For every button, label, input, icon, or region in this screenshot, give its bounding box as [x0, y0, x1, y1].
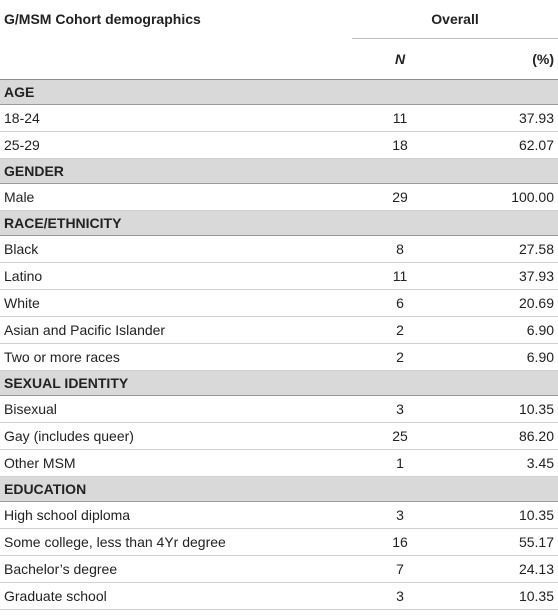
row-label: High school diploma — [0, 502, 352, 529]
row-percent: 62.07 — [448, 132, 558, 159]
section-header-row — [0, 477, 558, 502]
row-percent: 27.58 — [448, 236, 558, 263]
row-percent: 6.90 — [448, 317, 558, 344]
row-percent: 37.93 — [448, 105, 558, 132]
row-count: 8 — [352, 236, 448, 263]
table-row — [0, 105, 558, 132]
row-percent: 10.35 — [448, 502, 558, 529]
table-row — [0, 317, 558, 344]
header-spacer — [0, 39, 352, 80]
row-label: Latino — [0, 263, 352, 290]
row-count: 11 — [352, 263, 448, 290]
section-title: AGE — [0, 80, 558, 105]
row-label: 25-29 — [0, 132, 352, 159]
row-label: Male — [0, 184, 352, 211]
row-percent: 10.35 — [448, 396, 558, 423]
table-row — [0, 556, 558, 583]
header-row-2 — [0, 39, 558, 80]
table-row — [0, 502, 558, 529]
section-header-row — [0, 80, 558, 105]
row-count: 2 — [352, 344, 448, 371]
row-label: Black — [0, 236, 352, 263]
row-percent: 55.17 — [448, 529, 558, 556]
table-row — [0, 290, 558, 317]
row-percent: 100.00 — [448, 184, 558, 211]
row-percent: 10.35 — [448, 583, 558, 610]
section-title: SEXUAL IDENTITY — [0, 371, 558, 396]
row-count: 3 — [352, 396, 448, 423]
table-row — [0, 450, 558, 477]
row-label: Bachelor’s degree — [0, 556, 352, 583]
row-percent: 3.45 — [448, 450, 558, 477]
row-label: Other MSM — [0, 450, 352, 477]
row-count: 3 — [352, 502, 448, 529]
row-percent: 86.20 — [448, 423, 558, 450]
row-label: Two or more races — [0, 344, 352, 371]
table-row — [0, 396, 558, 423]
row-label: Graduate school — [0, 583, 352, 610]
table-row — [0, 263, 558, 290]
overall-header: Overall — [352, 0, 558, 39]
row-percent: 20.69 — [448, 290, 558, 317]
row-count: 7 — [352, 556, 448, 583]
table-row — [0, 344, 558, 371]
table-title: G/MSM Cohort demographics — [4, 11, 201, 28]
table-row — [0, 236, 558, 263]
row-count: 11 — [352, 105, 448, 132]
section-title: EDUCATION — [0, 477, 558, 502]
table-row — [0, 184, 558, 211]
section-header-row — [0, 371, 558, 396]
row-count: 1 — [352, 450, 448, 477]
pct-column-header: (%) — [448, 39, 558, 80]
row-count: 3 — [352, 583, 448, 610]
row-label: Asian and Pacific Islander — [0, 317, 352, 344]
section-header-row — [0, 159, 558, 184]
row-percent: 24.13 — [448, 556, 558, 583]
header-row-1 — [0, 0, 558, 39]
row-label: Gay (includes queer) — [0, 423, 352, 450]
table-row — [0, 423, 558, 450]
row-label: Bisexual — [0, 396, 352, 423]
n-column-header: N — [352, 39, 448, 80]
table-row — [0, 132, 558, 159]
section-title: RACE/ETHNICITY — [0, 211, 558, 236]
row-count: 16 — [352, 529, 448, 556]
table-body — [0, 80, 558, 610]
row-count: 6 — [352, 290, 448, 317]
section-title: GENDER — [0, 159, 558, 184]
row-label: White — [0, 290, 352, 317]
row-count: 18 — [352, 132, 448, 159]
row-count: 29 — [352, 184, 448, 211]
section-header-row — [0, 211, 558, 236]
row-label: 18-24 — [0, 105, 352, 132]
table-row — [0, 529, 558, 556]
row-percent: 6.90 — [448, 344, 558, 371]
row-count: 2 — [352, 317, 448, 344]
row-count: 25 — [352, 423, 448, 450]
row-label: Some college, less than 4Yr degree — [0, 529, 352, 556]
row-percent: 37.93 — [448, 263, 558, 290]
table-row — [0, 583, 558, 610]
